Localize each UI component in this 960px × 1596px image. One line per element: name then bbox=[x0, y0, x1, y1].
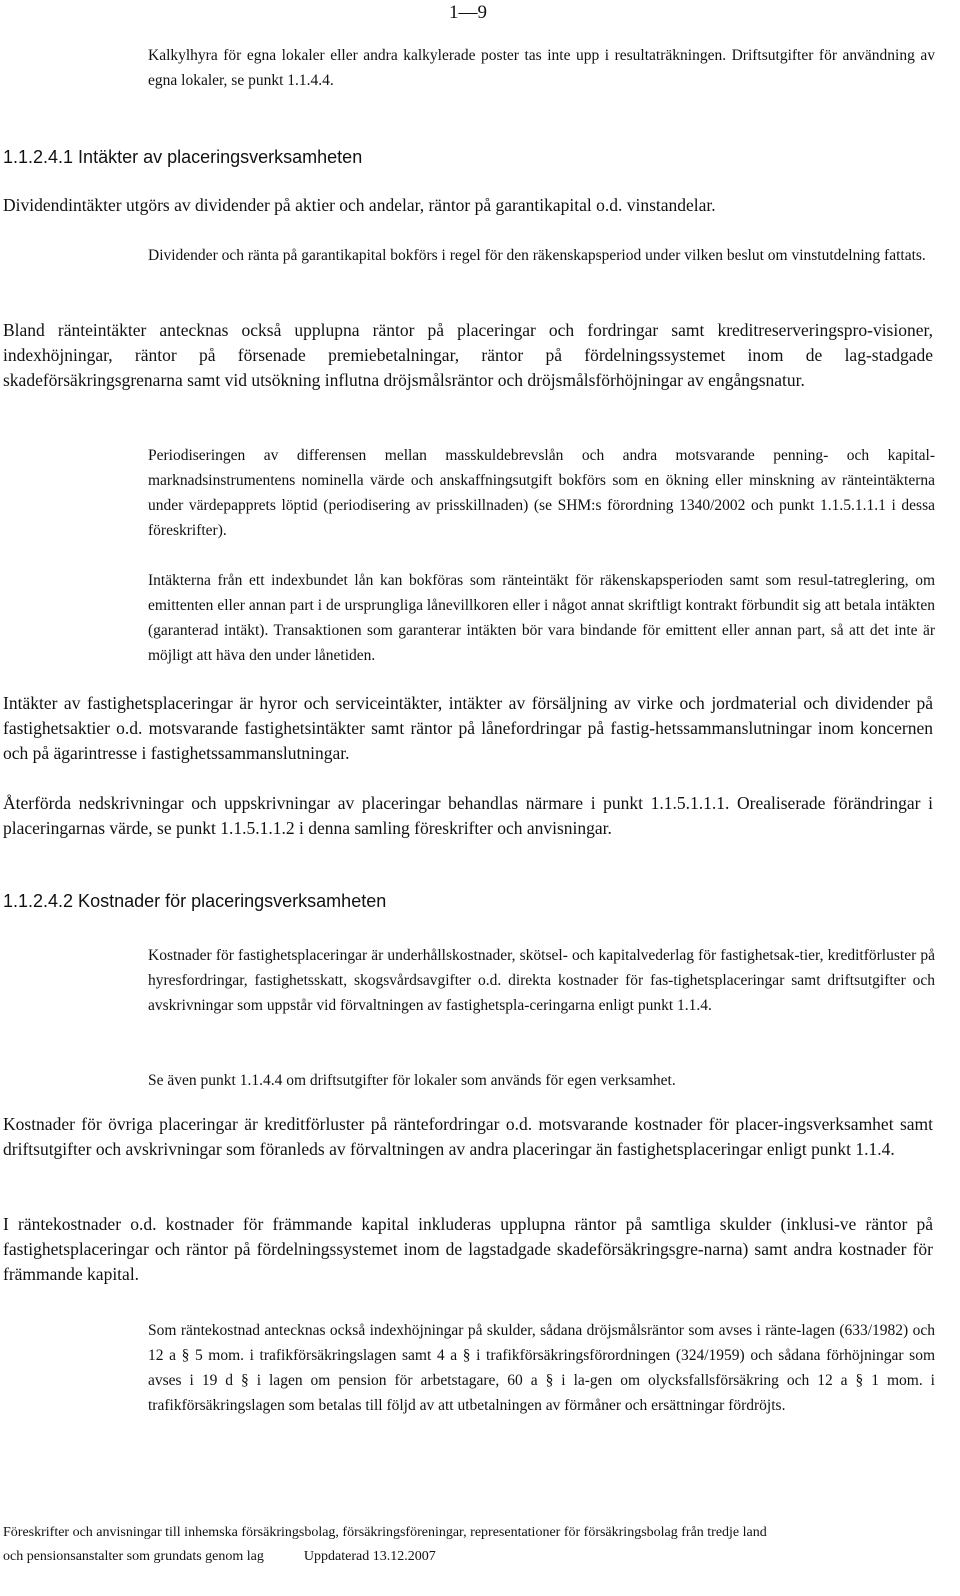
paragraph-accrual: Periodiseringen av differensen mellan masskuldebrevslån och andra motsvarande penning- och kapital-marknadsinstrumentens nominella värde och anskaffningsutgift bokförs som en ökning eller minskning av ränteintäkterna under värdepapprets löptid (periodisering av prisskillnaden) (se SHM:s förordning 1340/2002 och punkt 1.1.5.1.1.1 i dessa föreskrifter). bbox=[148, 447, 935, 539]
paragraph-dividend-booking: Dividender och ränta på garantikapital bokförs i regel för den räkenskapsperiod under vilken beslut om vinstutdelning fattats. bbox=[148, 247, 926, 264]
paragraph-dividend-income: Dividendintäkter utgörs av dividender på aktier och andelar, räntor på garantikapital o.d. vinstandelar. bbox=[3, 195, 716, 215]
paragraph-rental-cost: Kalkylhyra för egna lokaler eller andra kalkylerade poster tas inte upp i resultaträkningen. Driftsutgifter för användning av egna lokaler, se punkt 1.1.4.4. bbox=[148, 47, 935, 89]
page-number: 1—9 bbox=[449, 2, 487, 23]
footer-updated-date: Uppdaterad 13.12.2007 bbox=[303, 1549, 436, 1564]
section-heading-income: 1.1.2.4.1 Intäkter av placeringsverksamheten bbox=[3, 147, 363, 167]
paragraph-interest-costs: I räntekostnader o.d. kostnader för främmande kapital inkluderas upplupna räntor på samtliga skulder (inklusi-ve räntor på fastighetsplaceringar och räntor på fördelningssystemet inom de lagstadgade skadeförsäkringsgre-narna) samt andra kostnader för främmande kapital. bbox=[3, 1214, 933, 1284]
paragraph-see-also: Se även punkt 1.1.4.4 om driftsutgifter för lokaler som används för egen verksamhet. bbox=[148, 1072, 676, 1089]
footer-line-1: Föreskrifter och anvisningar till inhemska försäkringsbolag, försäkringsföreningar, representationer för försäkringsbolag från tredje land bbox=[3, 1525, 767, 1540]
paragraph-index-linked-loan: Intäkterna från ett indexbundet lån kan bokföras som ränteintäkt för räkenskapsperioden samt som resul-tatreglering, om emittenten eller annan part i de ursprungliga lånevillkoren eller i något annat skriftligt kontrakt förbundit sig att betala intäkten (garanterad intäkt). Transaktionen som garanterar intäkten bör vara bindande för emittent eller annan part, så att det inte är möjligt att häva den under lånetiden. bbox=[148, 572, 935, 664]
paragraph-interest-income: Bland ränteintäkter antecknas också upplupna räntor på placeringar och fordringar samt kreditreserveringspro-visioner, indexhöjningar, räntor på försenade premiebetalningar, räntor på fördelningssystemet inom de lag-stadgade skadeförsäkringsgrenarna samt vid utsökning influtna dröjsmålsräntor och dröjsmålsförhöjningar av engångsnatur. bbox=[3, 320, 933, 390]
paragraph-interest-cost-items: Som räntekostnad antecknas också indexhöjningar på skulder, sådana dröjsmålsräntor som avses i ränte-lagen (633/1982) och 12 a § 5 mom. i trafikförsäkringslagen samt 4 a § i trafikförsäkringsförordningen (324/1959) och sådana förhöjningar som avses i 19 d § i lagen om pension för arbetstagare, 60 a § i la-gen om olycksfallsförsäkring och 12 a § 1 mom. i trafikförsäkringslagen som betalas till följd av att utbetalningen av förmåner och ersättningar fördröjts. bbox=[148, 1322, 935, 1414]
footer-line-2-text: och pensionsanstalter som grundats genom lag bbox=[3, 1549, 264, 1564]
footer bbox=[3, 1521, 767, 1569]
paragraph-real-estate-income: Intäkter av fastighetsplaceringar är hyror och serviceintäkter, intäkter av försäljning av virke och jordmaterial och dividender på fastighetsaktier o.d. motsvarande fastighetsintäkter samt räntor på lånefordringar på fastig-hetssammanslutningar inom koncernen och på ägarintresse i fastighetssammanslutningar. bbox=[3, 693, 933, 763]
footer-line-2 bbox=[3, 1545, 767, 1569]
paragraph-write-downs: Återförda nedskrivningar och uppskrivningar av placeringar behandlas närmare i punkt 1.1.5.1.1.1. Orealiserade förändringar i placeringarnas värde, se punkt 1.1.5.1.1.2 i denna samling föreskrifter och anvisningar. bbox=[3, 793, 933, 838]
paragraph-other-placement-costs: Kostnader för övriga placeringar är kreditförluster på räntefordringar o.d. motsvarande kostnader för placer-ingsverksamhet samt driftsutgifter och avskrivningar som föranleds av förvaltningen av andra placeringar än fastighetsplaceringar enligt punkt 1.1.4. bbox=[3, 1114, 933, 1159]
section-heading-costs: 1.1.2.4.2 Kostnader för placeringsverksamheten bbox=[3, 891, 387, 911]
paragraph-real-estate-costs: Kostnader för fastighetsplaceringar är underhållskostnader, skötsel- och kapitalvederlag för fastighetsak-tier, kreditförluster på hyresfordringar, fastighetsskatt, skogsvårdsavgifter o.d. direkta kostnader för fas-tighetsplaceringar samt driftsutgifter och avskrivningar som uppstår vid förvaltningen av fastighetspla-ceringarna enligt punkt 1.1.4. bbox=[148, 947, 935, 1014]
